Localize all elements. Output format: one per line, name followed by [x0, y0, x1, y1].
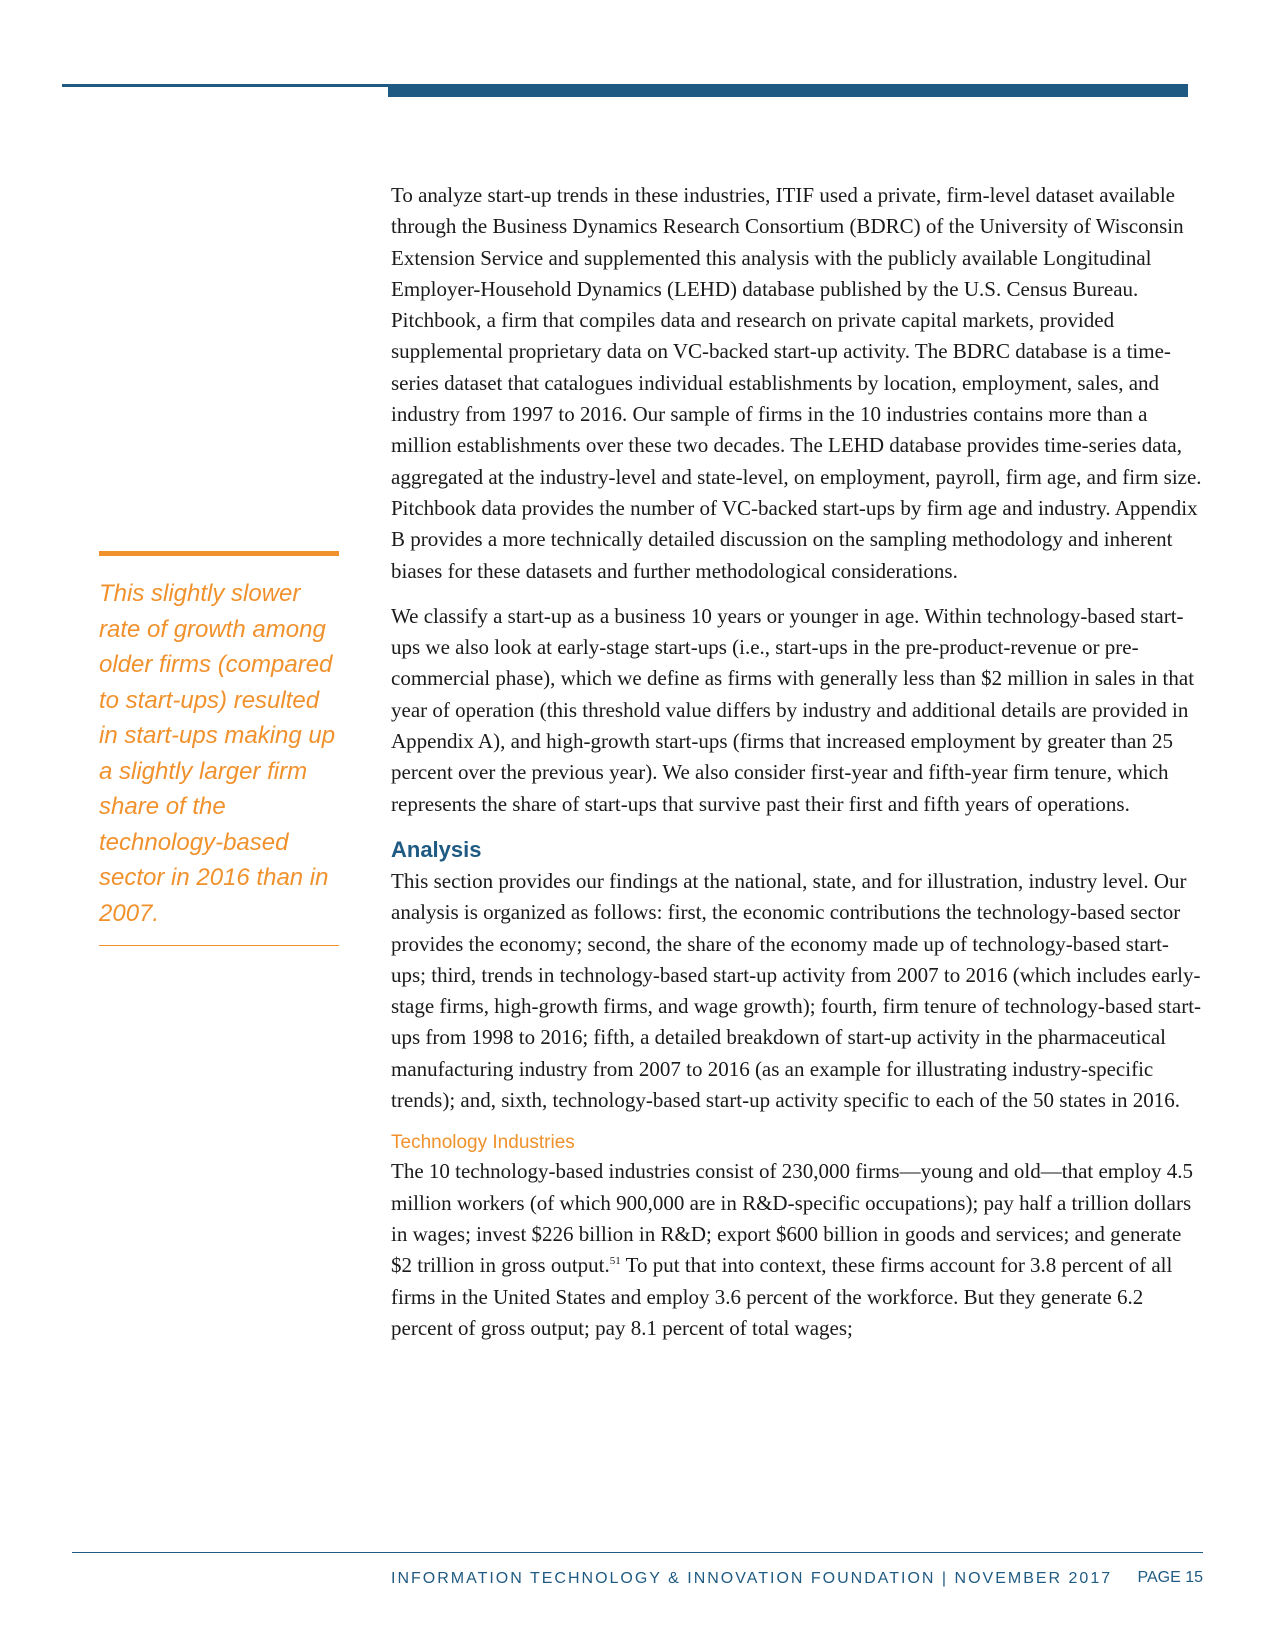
- pull-quote-text: This slightly slower rate of growth among older firms (compared to start-ups) resulted in start-ups making up a slightly larger firm share of the technology-based sector in 2016 than in 2007.: [99, 580, 336, 927]
- paragraph-data-sources: To analyze start-up trends in these industries, ITIF used a private, firm-level dataset available through the Business Dynamics Research Consortium (BDRC) of the University of Wisconsin Extension Service and supplemented this analysis with the publicly available Longitudinal Employer-Household Dynamics (LEHD) database published by the U.S. Census Bureau. Pitchbook, a firm that compiles data and research on private capital markets, provided supplemental proprietary data on VC-backed start-up activity. The BDRC database is a time-series dataset that catalogues individual establishments by location, employment, sales, and industry from 1997 to 2016. Our sample of firms in the 10 industries contains more than a million establishments over these two decades. The LEHD database provides time-series data, aggregated at the industry-level and state-level, on employment, payroll, firm age, and firm size. Pitchbook data provides the number of VC-backed start-ups by firm age and industry. Appendix B provides a more technically detailed discussion on the sampling methodology and inherent biases for these datasets and further methodological considerations.: [391, 183, 1202, 583]
- pull-quote-bottom-rule: [99, 945, 339, 946]
- footer-organization: INFORMATION TECHNOLOGY & INNOVATION FOUNDATION | NOVEMBER 2017: [391, 1570, 1113, 1587]
- paragraph-analysis-overview: This section provides our findings at the national, state, and for illustration, industry level. Our analysis is organized as follows: first, the economic contributions the technology-based sector provides the economy; second, the share of the economy made up of technology-based start-ups; third, trends in technology-based start-up activity from 2007 to 2016 (which includes early-stage firms, high-growth firms, and wage growth); fourth, firm tenure of technology-based start-ups from 1998 to 2016; fifth, a detailed breakdown of start-up activity in the pharmaceutical manufacturing industry from 2007 to 2016 (as an example for illustrating industry-specific trends); and, sixth, technology-based start-up activity specific to each of the 50 states in 2016.: [391, 868, 1202, 1113]
- pull-quote: [99, 551, 339, 946]
- heading-analysis: Analysis: [391, 836, 482, 862]
- paragraph-technology-industries: [391, 1156, 1203, 1344]
- main-body: [391, 180, 1203, 1358]
- page-number: PAGE 15: [1137, 1569, 1203, 1586]
- footnote-reference[interactable]: 51: [609, 1255, 621, 1268]
- paragraph-text-start: The 10 technology-based industries consist of 230,000 firms—young and old—that employ 4.5 million workers (of which 900,000 are in R&D-specific occupations); pay half a trillion dollars in wages; invest $226 billion in R&D; export $600 billion in goods and services; and generate $2 trillion in gross output.: [391, 1159, 1193, 1278]
- paragraph-definitions: We classify a start-up as a business 10 years or younger in age. Within technology-based start-ups we also look at early-stage start-ups (i.e., start-ups in the pre-product-revenue or pre-commercial phase), which we define as firms with generally less than $2 million in sales in that year of operation (this threshold value differs by industry and additional details are provided in Appendix A), and high-growth start-ups (firms that increased employment by greater than 25 percent over the previous year). We also consider first-year and fifth-year firm tenure, which represents the share of start-ups that survive past their first and fifth years of operations.: [391, 603, 1195, 816]
- footer-rule: [72, 1552, 1203, 1553]
- header-rule-thick: [388, 84, 1188, 97]
- pull-quote-top-rule: [99, 551, 339, 556]
- header-rule-thin: [62, 84, 388, 87]
- subheading-technology-industries: Technology Industries: [391, 1132, 575, 1154]
- paragraph-text-end: To put that into context, these firms account for 3.8 percent of all firms in the United States and employ 3.6 percent of the workforce. But they generate 6.2 percent of gross output; pay 8.1 percent of total wages;: [391, 1253, 1173, 1340]
